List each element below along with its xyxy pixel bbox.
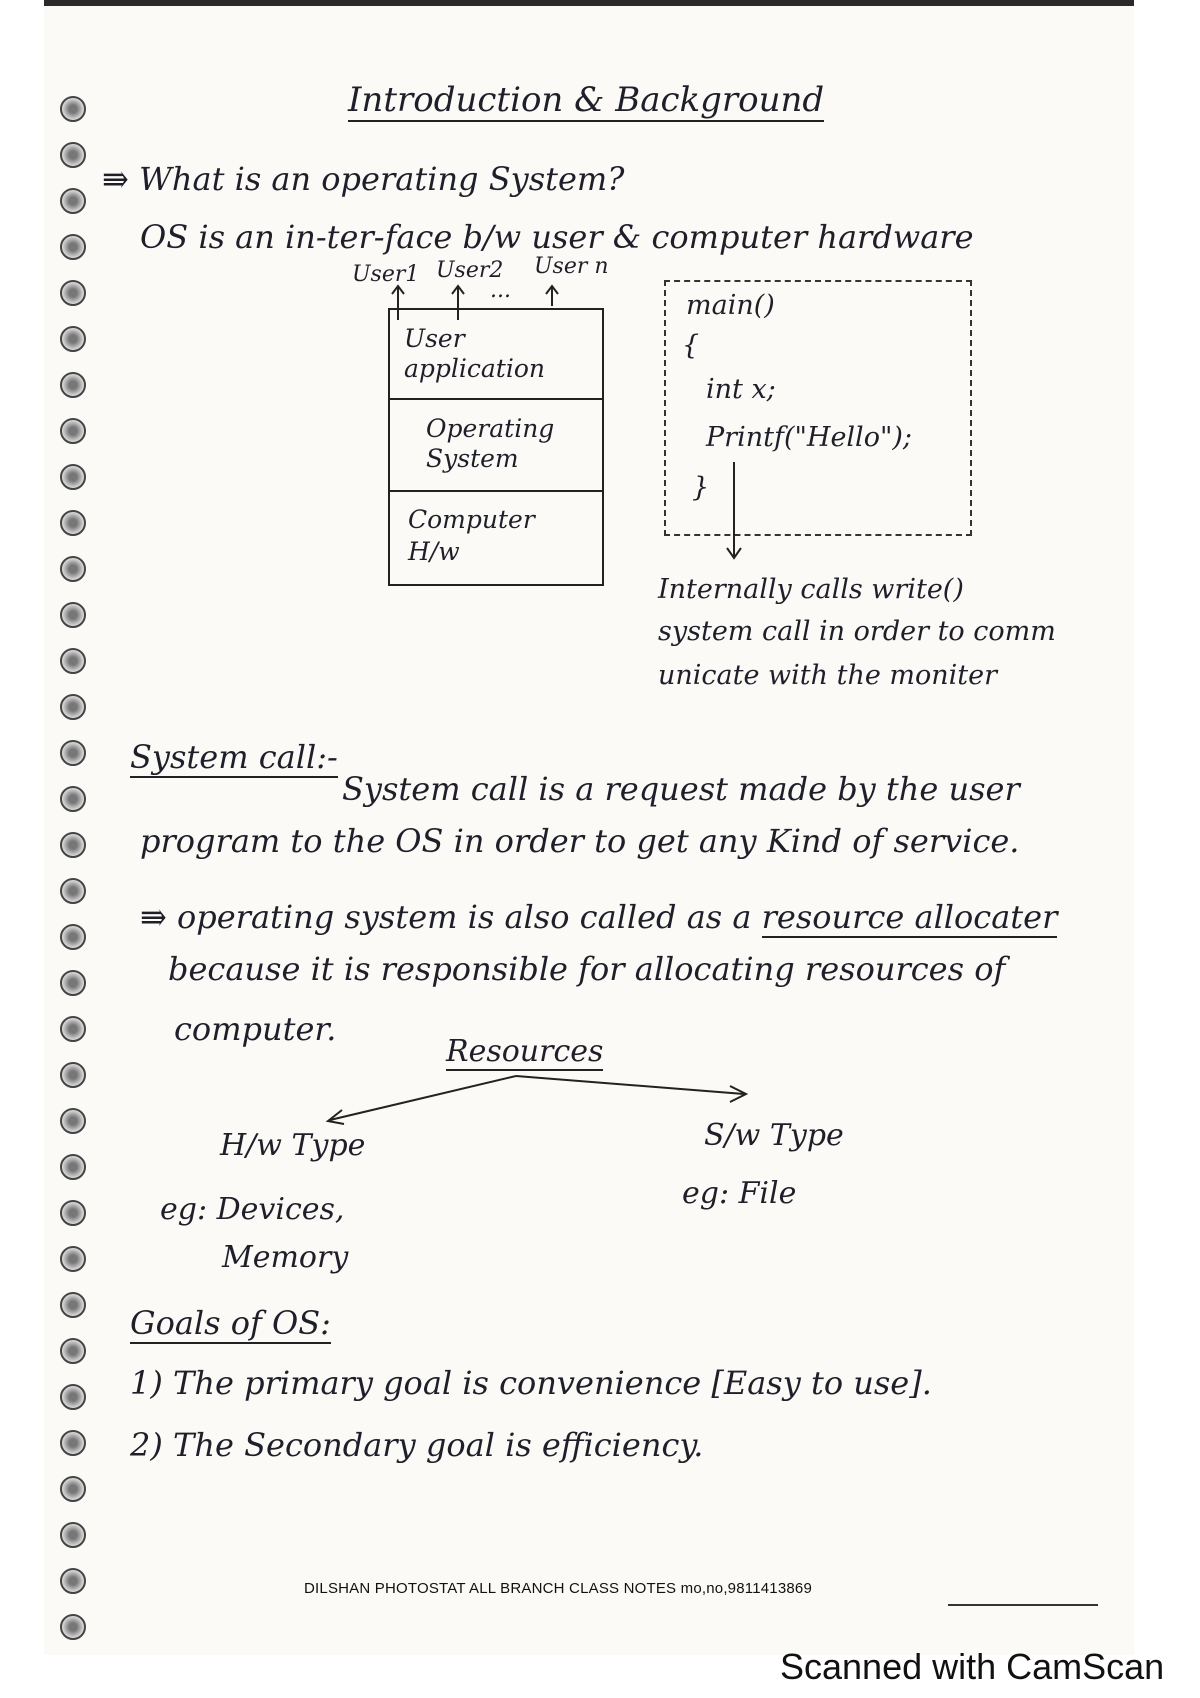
resources-branch-arrows <box>320 1070 760 1130</box>
code-call-arrow <box>720 460 750 570</box>
goals-heading: Goals of OS: <box>130 1304 331 1342</box>
binding-hole <box>60 142 86 168</box>
resource-allocator-line2: because it is responsible for allocating resources of <box>168 950 1006 988</box>
hw-type-example: eg: Devices, <box>160 1192 345 1227</box>
binding-hole <box>60 464 86 490</box>
footer-rule <box>948 1604 1098 1606</box>
resources-heading: Resources <box>446 1034 604 1069</box>
binding-hole <box>60 556 86 582</box>
user-label-1: User1 <box>352 262 420 287</box>
code-line: Printf("Hello"); <box>706 422 912 453</box>
code-snippet-frame <box>664 280 972 536</box>
code-note-line: system call in order to comm <box>658 616 1056 647</box>
code-line: int x; <box>706 374 776 405</box>
code-line: } <box>692 472 710 503</box>
arrow-bullet-icon: ⇛ <box>140 898 177 936</box>
binding-hole <box>60 1384 86 1410</box>
question-text: What is an operating System? <box>138 160 625 198</box>
user-label-2: User2 <box>436 258 504 283</box>
system-call-heading: System call:- <box>130 738 338 776</box>
binding-hole <box>60 924 86 950</box>
binding-hole <box>60 1200 86 1226</box>
hw-type-example-2: Memory <box>222 1240 349 1275</box>
camscanner-watermark: Scanned with CamScan <box>780 1646 1165 1687</box>
code-line: { <box>682 330 700 361</box>
binding-hole <box>60 1108 86 1134</box>
binding-hole <box>60 510 86 536</box>
arrow-bullet-icon: ⇛ <box>102 160 139 198</box>
binding-hole <box>60 1016 86 1042</box>
binding-hole <box>60 96 86 122</box>
binding-hole <box>60 694 86 720</box>
binding-hole <box>60 1338 86 1364</box>
binding-hole <box>60 188 86 214</box>
layer-label: Operating System <box>426 414 555 473</box>
binding-hole <box>60 970 86 996</box>
goal-item-1: 1) The primary goal is convenience [Easy to use]. <box>130 1364 932 1402</box>
binding-hole <box>60 1154 86 1180</box>
layer-label: User application <box>404 324 546 383</box>
binding-hole <box>60 1246 86 1272</box>
question-line <box>102 160 624 198</box>
system-call-line1: System call is a request made by the user <box>342 770 1020 808</box>
arrow-line <box>516 1076 744 1094</box>
system-call-line2: program to the OS in order to get any Kind of service. <box>140 822 1020 860</box>
os-definition: OS is an in-ter-face b/w user & computer hardware <box>140 218 974 256</box>
binding-hole <box>60 602 86 628</box>
binding-hole <box>60 1062 86 1088</box>
layer-label: Computer H/w <box>408 505 535 566</box>
os-layer-diagram <box>388 308 604 586</box>
goal-item-2: 2) The Secondary goal is efficiency. <box>130 1426 704 1464</box>
top-edge <box>44 0 1134 6</box>
page-title: Introduction & Background <box>348 80 825 120</box>
sw-type-label: S/w Type <box>704 1118 844 1153</box>
layer-operating-system <box>390 400 602 492</box>
binding-hole <box>60 1430 86 1456</box>
layer-computer-hw <box>390 492 602 584</box>
binding-hole <box>60 1522 86 1548</box>
binding-hole <box>60 280 86 306</box>
binding-hole <box>60 372 86 398</box>
binding-hole <box>60 418 86 444</box>
code-line: main() <box>686 290 775 321</box>
binding-hole <box>60 234 86 260</box>
hw-type-label: H/w Type <box>220 1128 366 1163</box>
arrow-line <box>330 1076 516 1120</box>
binding-hole <box>60 740 86 766</box>
sw-type-example: eg: File <box>682 1176 797 1211</box>
photostat-footer: DILSHAN PHOTOSTAT ALL BRANCH CLASS NOTES mo,no,9811413869 <box>304 1580 812 1597</box>
binding-hole <box>60 326 86 352</box>
user-label-ellipsis: ... <box>490 278 511 303</box>
binding-hole <box>60 1292 86 1318</box>
resource-allocator-line1 <box>140 898 1057 936</box>
binding-hole <box>60 1568 86 1594</box>
user-label-n: User n <box>534 254 609 279</box>
allocator-prefix: operating system is also called as a <box>176 898 752 936</box>
binding-hole <box>60 878 86 904</box>
code-note-line: unicate with the moniter <box>658 660 998 691</box>
resource-allocator-line3: computer. <box>174 1010 337 1048</box>
code-note-line: Internally calls write() <box>658 574 964 605</box>
binding-hole <box>60 648 86 674</box>
binding-hole <box>60 832 86 858</box>
resource-allocater-term: resource allocater <box>761 898 1058 936</box>
layer-user-application <box>390 310 602 400</box>
binding-hole <box>60 1614 86 1640</box>
binding-hole <box>60 1476 86 1502</box>
binding-hole <box>60 786 86 812</box>
